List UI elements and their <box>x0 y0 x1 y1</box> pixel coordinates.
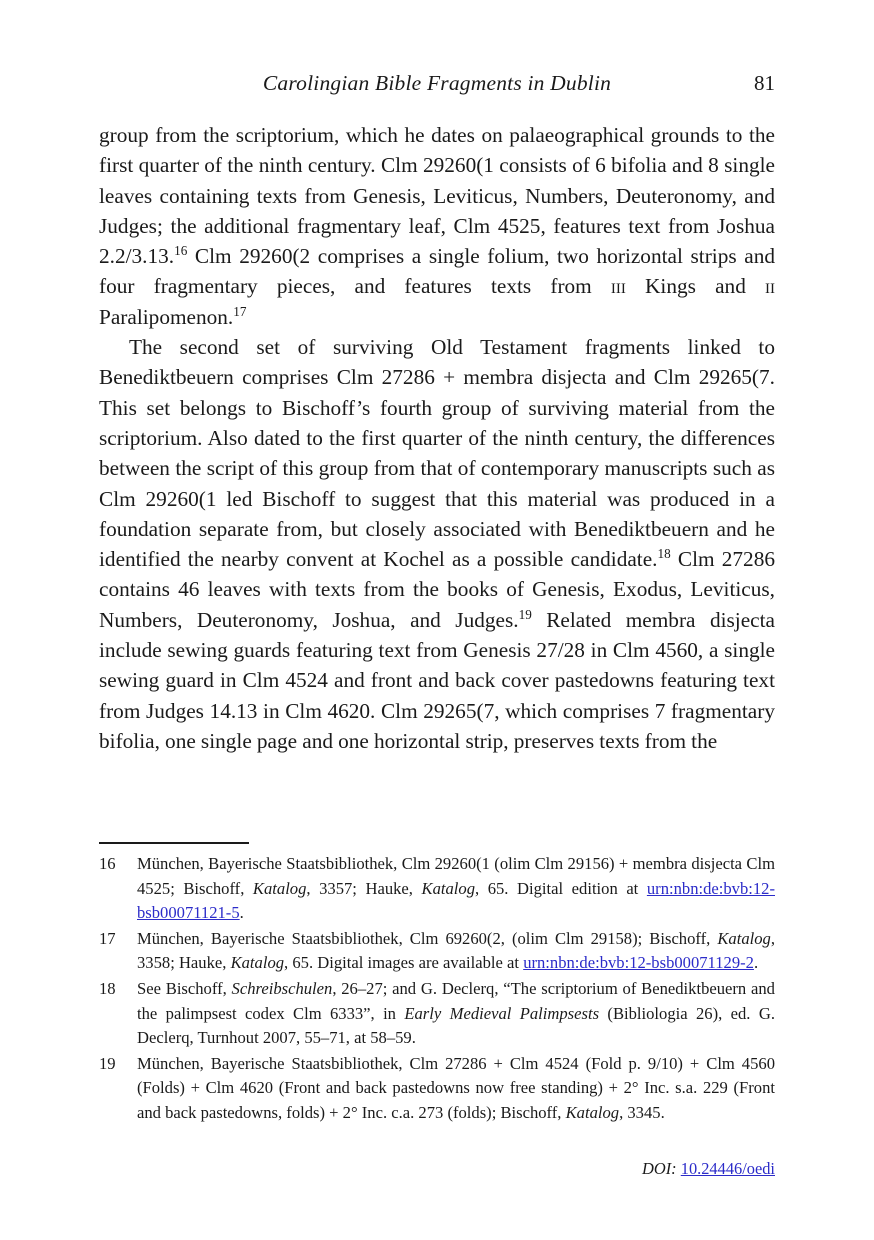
footnote-reference[interactable]: 17 <box>233 303 247 319</box>
body-paragraph <box>99 332 775 756</box>
text-run: München, Bayerische Staatsbibliothek, Clm 27286 + Clm 4524 (Fold p. 9/10) + Clm 4560 (Folds) + Clm 4620 (Front and back pastedowns now free standing) + 2° Inc. s.a. 229 (Front and back pastedowns, folds) + 2° Inc. c.a. 273 (folds); Bischoff, <box>137 1053 775 1122</box>
doi-link[interactable]: 10.24446/oedi <box>680 1159 775 1178</box>
text-run: , 26–27; and G. Declerq, “The scriptorium of Benediktbeuern and the palimpsest codex Clm 6333”, in <box>137 978 775 1023</box>
text-run: The second set of surviving Old Testament fragments linked to Benediktbeuern comprises Clm 27286 + membra disjecta and Clm 29265(7. This set belongs to Bischoff’s fourth group of surviving material from the scriptorium. Also dated to the first quarter of the ninth century, the differences between the script of this group from that of contemporary manuscripts such as Clm 29260(1 led Bischoff to suggest that this material was produced in a foundation separate from, but closely associated with Benediktbeuern and he identified the nearby convent at Kochel as a possible candidate. <box>99 335 775 572</box>
text-run: group from the scriptorium, which he dates on palaeographical grounds to the first quarter of the ninth century. Clm 29260(1 consists of 6 bifolia and 8 single leaves containing texts from Genesis, Leviticus, Numbers, Deuteronomy, and Judges; the additional fragmentary leaf, Clm 4525, features text from Joshua 2.2/3.13. <box>99 123 775 269</box>
footnote-number: 17 <box>99 928 116 948</box>
footnote-number: 16 <box>99 854 116 873</box>
body-paragraph <box>99 120 775 332</box>
doi-line <box>642 1158 775 1180</box>
running-head <box>99 68 775 98</box>
text-run: München, Bayerische Staatsbibliothek, Clm 29260(1 (olim Clm 29156) + membra disjecta Clm 4525; Bischoff, <box>137 854 775 898</box>
footnote-entry <box>99 1052 775 1126</box>
footnote-entry <box>99 852 775 926</box>
text-run: Clm 27286 contains 46 leaves with texts from the books of Genesis, Exodus, Leviticus, Numbers, Deuteronomy, Joshua, and Judges. <box>99 547 775 632</box>
text-run: München, Bayerische Staatsbibliothek, Clm 69260(2, (olim Clm 29158); Bischoff, <box>137 928 718 948</box>
text-run: , 65. Digital images are available at <box>284 953 524 973</box>
text-run: , 65. Digital edition at <box>475 878 647 898</box>
text-run: , 3357; Hauke, <box>306 878 422 898</box>
body-text <box>99 120 775 756</box>
italic-title: Katalog <box>565 1102 620 1122</box>
footnote-number: 18 <box>99 978 116 998</box>
italic-title: Katalog <box>717 928 771 948</box>
italic-title: Katalog <box>252 878 307 898</box>
urn-link[interactable]: urn:nbn:de:bvb:12-bsb00071121-5 <box>137 878 775 923</box>
urn-link[interactable]: urn:nbn:de:bvb:12-bsb00071129-2 <box>523 953 754 973</box>
running-head-title: Carolingian Bible Fragments in Dublin <box>262 71 612 95</box>
footnote-number: 19 <box>99 1053 116 1073</box>
text-run: , 3358; Hauke, <box>137 928 775 973</box>
footnote-reference[interactable]: 19 <box>518 606 532 622</box>
italic-title: Schreibschulen <box>231 978 333 998</box>
footnote-reference[interactable]: 18 <box>657 546 671 562</box>
text-run: See Bischoff, <box>137 978 232 998</box>
footnote-text <box>137 929 775 973</box>
footnote-separator-rule <box>99 842 249 844</box>
text-run: Related membra disjecta include sewing guards featuring text from Genesis 27/28 in Clm 4560, a single sewing guard in Clm 4524 and front and back cover pastedowns featuring text from Judges 14.13 in Clm 4620. Clm 29265(7, which comprises 7 fragmentary bifolia, one single page and one horizontal strip, preserves texts from the <box>99 607 775 753</box>
small-caps-numeral: iii <box>610 274 626 299</box>
footnote-reference[interactable]: 16 <box>174 243 188 259</box>
text-run: Paralipomenon. <box>99 304 234 329</box>
doi-label: DOI: <box>642 1159 681 1178</box>
italic-title: Early Medieval Palimpsests <box>404 1003 600 1023</box>
text-run: , 3345. <box>619 1102 665 1122</box>
text-run: Clm 29260(2 comprises a single folium, two horizontal strips and four fragmentary pieces, and features texts from <box>99 244 775 299</box>
footnote-text <box>137 854 775 922</box>
text-run: . <box>753 953 759 973</box>
italic-title: Katalog <box>421 878 475 898</box>
text-run: Kings and <box>625 274 765 299</box>
page-number: 81 <box>754 71 775 95</box>
small-caps-numeral: ii <box>765 274 775 299</box>
footnote-entry <box>99 977 775 1051</box>
text-run: . <box>239 903 244 923</box>
text-run: (Bibliologia 26), ed. G. Declerq, Turnhout 2007, 55–71, at 58–59. <box>137 1003 775 1048</box>
footnotes-section <box>99 852 775 1127</box>
footnote-entry <box>99 927 775 976</box>
italic-title: Katalog <box>230 953 285 973</box>
footnote-text <box>137 1054 775 1122</box>
footnote-text <box>137 979 775 1047</box>
